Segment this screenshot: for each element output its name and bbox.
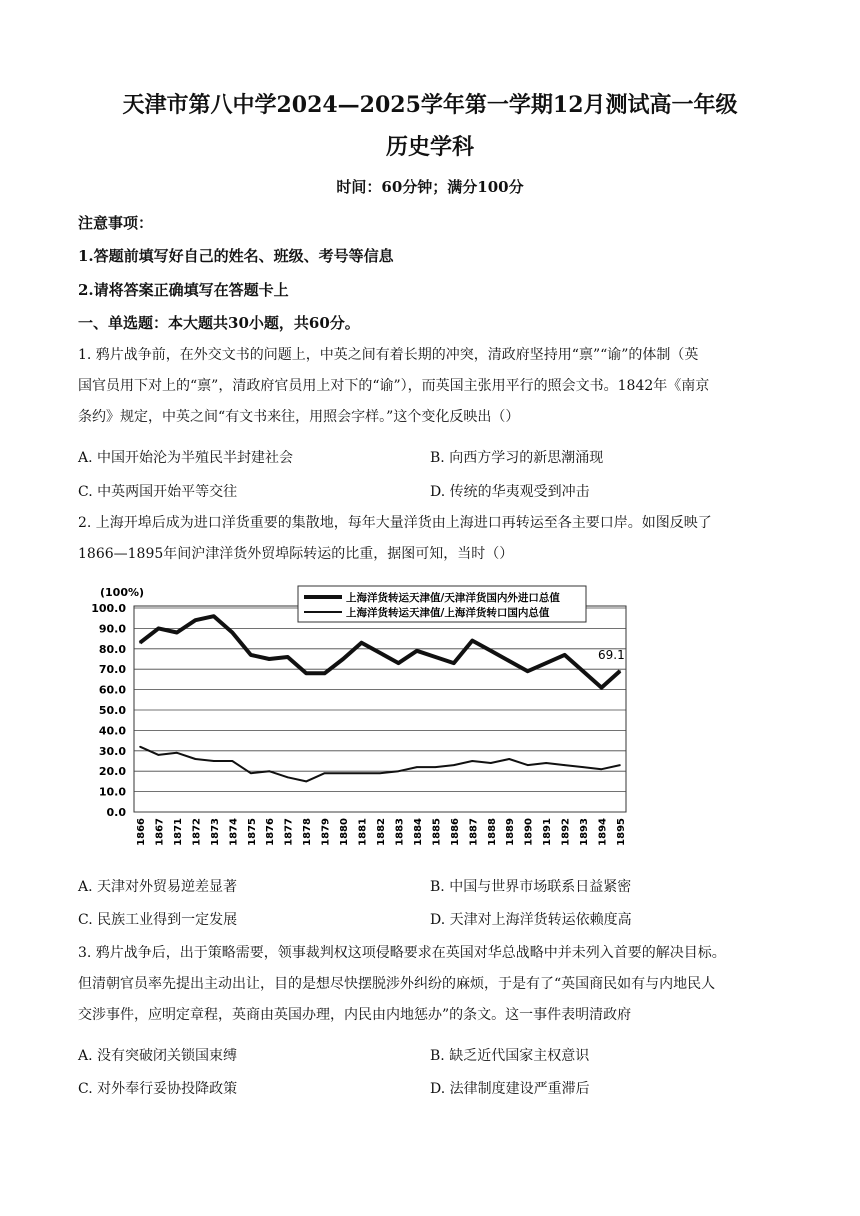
- question-3-option-d: D. 法律制度建设严重滞后: [430, 1081, 590, 1097]
- plot-frame: [134, 606, 626, 812]
- x-tick-label: 1891: [542, 818, 554, 846]
- x-tick-label: 1876: [265, 818, 277, 846]
- data-point: [527, 764, 529, 766]
- data-point: [435, 656, 437, 658]
- x-tick-label: 1879: [320, 818, 332, 846]
- data-point: [508, 660, 510, 662]
- y-tick-label: 30.0: [98, 744, 126, 758]
- data-point: [453, 764, 455, 766]
- x-tick-label: 1892: [560, 818, 572, 846]
- data-point: [176, 752, 178, 754]
- data-point: [490, 650, 492, 652]
- stem-line: 1866—1895年间沪津洋货外贸埠际转运的比重，据图可知，当时（）: [78, 546, 514, 562]
- time-info: 时间：60分钟；满分100分: [336, 178, 524, 196]
- data-point: [379, 772, 381, 774]
- data-point: [508, 758, 510, 760]
- question-1-option-a: A. 中国开始沦为半殖民半封建社会: [78, 450, 294, 466]
- x-tick-label: 1893: [579, 818, 591, 846]
- question-3-option-b: B. 缺乏近代国家主权意识: [430, 1048, 590, 1064]
- y-tick-label: 100.0: [91, 602, 126, 615]
- data-point: [213, 760, 215, 762]
- question-2-option-a: A. 天津对外贸易逆差显著: [78, 879, 238, 895]
- question-2-option-c: C. 民族工业得到一定发展: [78, 912, 238, 928]
- series-line-2: [140, 747, 620, 782]
- data-point: [213, 615, 215, 617]
- x-tick-label: 1886: [449, 818, 461, 846]
- y-tick-label: 10.0: [98, 785, 126, 799]
- x-tick-label: 1866: [136, 818, 147, 846]
- data-label-annotation: 69.1: [598, 648, 625, 663]
- data-point: [564, 654, 566, 656]
- y-tick-label: 90.0: [98, 622, 126, 636]
- data-point: [490, 762, 492, 764]
- data-point: [379, 652, 381, 654]
- data-point: [435, 766, 437, 768]
- stem-line: 交涉事件，应明定章程，英商由英国办理，内民由内地惩办”的条文。这一事件表明清政府: [78, 1007, 632, 1023]
- data-point: [582, 766, 584, 768]
- data-point: [619, 764, 621, 766]
- question-1-stem: [78, 340, 788, 433]
- data-point: [139, 642, 141, 644]
- data-point: [601, 687, 603, 689]
- section-heading: 一、单选题：本大题共30小题，共60分。: [78, 314, 360, 332]
- stem-line: 1. 鸦片战争前，在外交文书的问题上，中英之间有着长期的冲突，清政府坚持用“禀”“谕”的体制（英: [78, 347, 699, 363]
- y-tick-label: 80.0: [98, 642, 126, 656]
- data-point: [472, 760, 474, 762]
- data-point: [527, 670, 529, 672]
- data-point: [342, 658, 344, 660]
- data-point: [268, 770, 270, 772]
- x-tick-label: 1880: [339, 818, 351, 846]
- y-tick-label: 0.0: [106, 806, 126, 819]
- data-point: [416, 650, 418, 652]
- question-3-option-a: A. 没有突破闭关锁国束缚: [78, 1048, 238, 1064]
- data-point: [232, 632, 234, 634]
- x-tick-label: 1894: [597, 818, 609, 846]
- notice-heading: 注意事项：: [78, 214, 154, 232]
- x-tick-label: 1872: [191, 818, 203, 846]
- data-point: [545, 762, 547, 764]
- stem-line: 但清朝官员率先提出主动出让，目的是想尽快摆脱涉外纠纷的麻烦，于是有了“英国商民如有与内地民人: [78, 976, 716, 992]
- data-point: [342, 772, 344, 774]
- x-tick-label: 1889: [505, 818, 517, 846]
- data-point: [158, 628, 160, 630]
- data-point: [195, 619, 197, 621]
- question-2-option-b: B. 中国与世界市场联系日益紧密: [430, 879, 632, 895]
- data-point: [250, 772, 252, 774]
- stem-line: 国官员用下对上的“禀”，清政府官员用上对下的“谕”），而英国主张用平行的照会文书。1842年《南京: [78, 378, 710, 394]
- notice-item: 1.答题前填写好自己的姓名、班级、考号等信息: [78, 247, 394, 265]
- y-axis-unit-label: (100%): [100, 586, 145, 599]
- data-point: [398, 662, 400, 664]
- data-point: [287, 777, 289, 779]
- data-point: [195, 758, 197, 760]
- data-point: [305, 672, 307, 674]
- question-1-option-d: D. 传统的华夷观受到冲击: [430, 484, 590, 500]
- trade-ratio-line-chart: [78, 576, 640, 862]
- question-3-stem: [78, 938, 788, 1031]
- data-point: [582, 670, 584, 672]
- data-point: [139, 746, 141, 748]
- x-tick-label: 1873: [209, 818, 221, 846]
- stem-line: 2. 上海开埠后成为进口洋货重要的集散地，每年大量洋货由上海进口再转运至各主要口岸。如图反映了: [78, 515, 712, 531]
- x-tick-label: 1881: [357, 818, 369, 846]
- question-3-option-c: C. 对外奉行妥协投降政策: [78, 1081, 238, 1097]
- question-2-stem: [78, 508, 788, 570]
- y-tick-label: 70.0: [98, 663, 126, 677]
- data-point: [250, 654, 252, 656]
- question-1-option-c: C. 中英两国开始平等交往: [78, 484, 238, 500]
- x-tick-label: 1888: [486, 818, 498, 846]
- data-point: [361, 642, 363, 644]
- exam-title: 天津市第八中学2024—2025学年第一学期12月测试高一年级: [122, 92, 738, 118]
- y-tick-label: 60.0: [98, 683, 126, 697]
- data-point: [472, 640, 474, 642]
- notice-item: 2.请将答案正确填写在答题卡上: [78, 281, 289, 299]
- data-point: [268, 658, 270, 660]
- x-tick-label: 1871: [172, 818, 184, 846]
- data-point: [305, 781, 307, 783]
- x-tick-label: 1890: [523, 818, 535, 846]
- data-point: [398, 770, 400, 772]
- legend-label: 上海洋货转运天津值/上海洋货转口国内总值: [346, 607, 550, 619]
- data-point: [416, 766, 418, 768]
- x-tick-label: 1884: [412, 818, 424, 846]
- data-point: [324, 672, 326, 674]
- data-point: [564, 764, 566, 766]
- data-point: [619, 670, 621, 672]
- data-point: [361, 772, 363, 774]
- data-point: [545, 662, 547, 664]
- legend-label: 上海洋货转运天津值/天津洋货国内外进口总值: [346, 592, 560, 604]
- x-tick-label: 1885: [431, 818, 443, 846]
- x-tick-label: 1882: [376, 818, 387, 846]
- subject-title: 历史学科: [385, 134, 474, 160]
- x-tick-label: 1887: [468, 818, 480, 846]
- data-point: [287, 656, 289, 658]
- x-tick-label: 1883: [394, 818, 406, 846]
- x-tick-label: 1867: [154, 818, 166, 846]
- x-tick-label: 1874: [228, 818, 240, 846]
- y-tick-label: 40.0: [98, 724, 126, 738]
- data-point: [601, 768, 603, 770]
- x-tick-label: 1895: [616, 818, 627, 846]
- data-point: [324, 772, 326, 774]
- x-tick-label: 1875: [246, 818, 258, 846]
- x-tick-label: 1877: [283, 818, 295, 846]
- data-point: [176, 632, 178, 634]
- x-tick-label: 1878: [302, 818, 314, 846]
- question-2-option-d: D. 天津对上海洋货转运依赖度高: [430, 912, 632, 928]
- y-tick-label: 20.0: [98, 765, 126, 779]
- series-line-1: [140, 616, 620, 687]
- stem-line: 条约》规定，中英之间“有文书来往，用照会字样。”这个变化反映出（）: [78, 409, 520, 425]
- data-point: [158, 754, 160, 756]
- stem-line: 3. 鸦片战争后，出于策略需要，领事裁判权这项侵略要求在英国对华总战略中并未列入首要的解决目标。: [78, 945, 726, 961]
- y-tick-label: 50.0: [98, 704, 126, 717]
- question-1-option-b: B. 向西方学习的新思潮涌现: [430, 450, 604, 466]
- data-point: [232, 760, 234, 762]
- data-point: [453, 662, 455, 664]
